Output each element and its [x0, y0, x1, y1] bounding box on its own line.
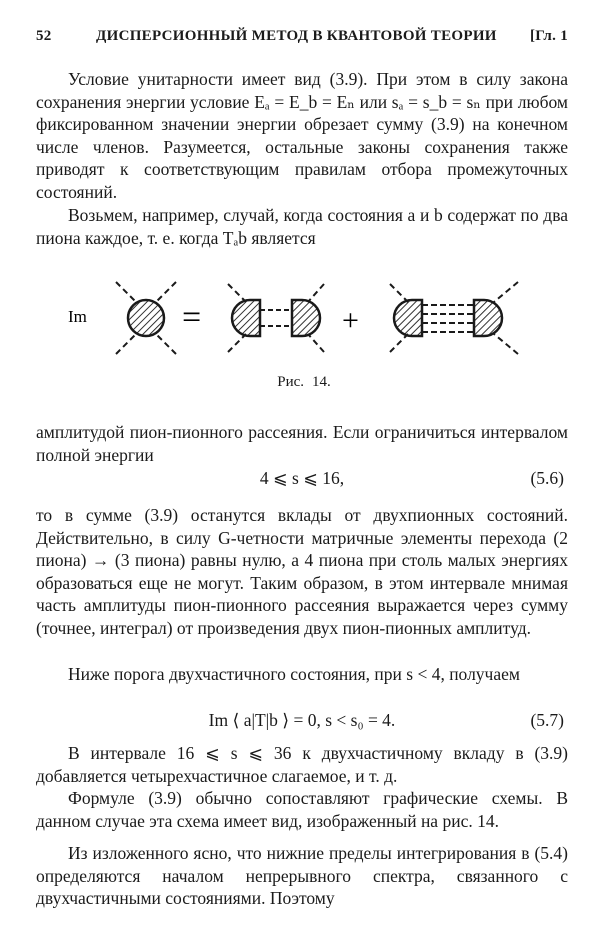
- paragraph-example: Возьмем, например, случай, когда состояния a и b содержат по два пиона каждое, т. е. когда Tₐb является: [36, 205, 568, 248]
- paragraph-unitarity: Условие унитарности имеет вид (3.9). При этом в силу закона сохранения энергии условие Eₐ = E_b = Eₙ или sₐ = s_b = sₙ при любом фиксированном значении энергии обрезает сумму (3.9) на конечном числе членов. Разумеется, остальные законы сохранения также приводят к соответствующим правилам отбора промежуточных состояний.: [36, 69, 568, 202]
- two-pion-diagram: [228, 284, 324, 352]
- equation-5-7-number: (5.7): [530, 710, 564, 730]
- paragraph-interval: В интервале 16 ⩽ s ⩽ 36 к двухчастичному вкладу в (3.9) добавляется четырехчастичное слагаемое, и т. д.: [36, 743, 568, 786]
- paragraph-limits: Из изложенного ясно, что нижние пределы интегрирования в (5.4) определяются началом непрерывного спектра, связанного с двухчастичными состояниями. Поэтому: [36, 843, 568, 908]
- four-pion-diagram: [390, 282, 518, 354]
- figure-14-diagram: [60, 268, 540, 368]
- equation-5-6-formula: 4 ⩽ s ⩽ 16,: [259, 468, 345, 488]
- im-label: Im: [68, 307, 87, 326]
- figure-caption: [0, 374, 600, 391]
- running-title: ДИСПЕРСИОННЫЙ МЕТОД В КВАНТОВОЙ ТЕОРИИ: [96, 28, 497, 44]
- paragraph-amplitude: амплитудой пион-пионного рассеяния. Если ограничиться интервалом полной энергии: [36, 422, 568, 465]
- running-header: [36, 28, 568, 52]
- equals-sign: =: [182, 299, 202, 336]
- equation-5-7-formula: Im ⟨ a|T|b ⟩ = 0, s < s₀ = 4.: [208, 710, 396, 730]
- blob-diagram-left: [116, 282, 176, 354]
- page-number: 52: [36, 28, 52, 44]
- equation-5-6: [36, 466, 568, 490]
- plus-sign: +: [342, 304, 359, 337]
- paragraph-graphics: Формуле (3.9) обычно сопоставляют графические схемы. В данном случае эта схема имеет вид, изображенный на рис. 14.: [36, 788, 568, 831]
- paragraph-threshold: Ниже порога двухчастичного состояния, при s < 4, получаем: [68, 664, 520, 684]
- caption-number: 14.: [312, 374, 331, 390]
- equation-5-7: [36, 708, 568, 732]
- chapter-marker: [Гл. 1: [529, 28, 568, 44]
- caption-prefix: Рис.: [277, 374, 305, 390]
- equation-5-6-number: (5.6): [530, 468, 564, 488]
- paragraph-g-parity: то в сумме (3.9) останутся вклады от двухпионных состояний. Действительно, в силу G-четности матричные элементы перехода (2 пиона) → (3 пиона) равны нулю, а 4 пиона при столь малых энергиях образоваться еще не могут. Таким образом, в этом интервале мнимая часть амплитуды пион-пионного рассеяния выражается через сумму (точнее, интеграл) от произведения двух пион-пионных амплитуд.: [36, 505, 568, 638]
